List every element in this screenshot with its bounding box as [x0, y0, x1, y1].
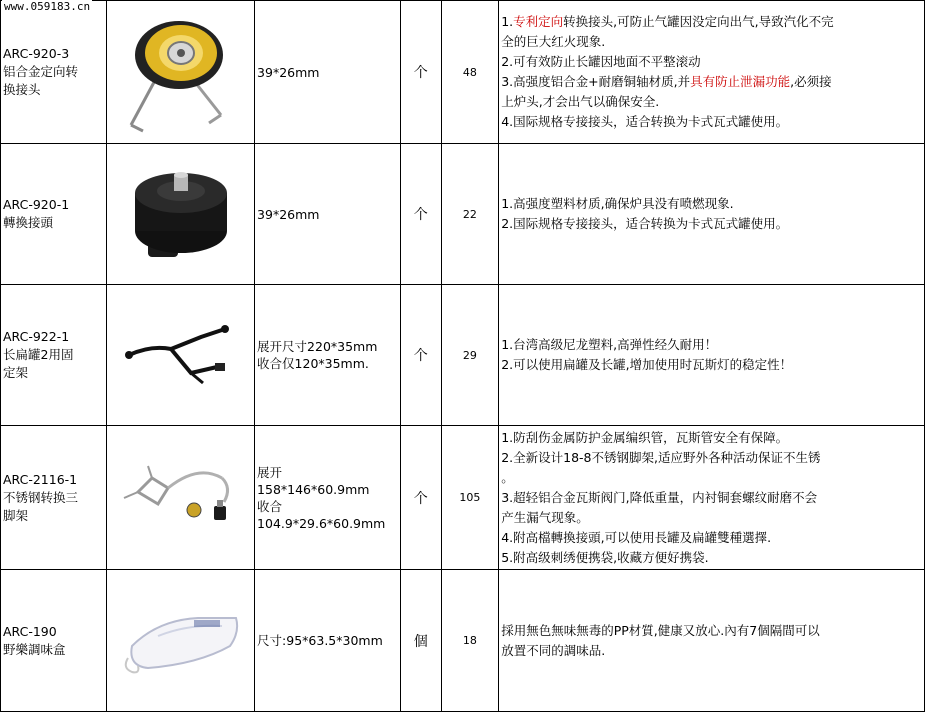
product-name-line: 不锈钢转换三 — [3, 489, 79, 505]
description-line: 上炉头,才会出气以确保安全. — [501, 94, 660, 109]
product-code: ARC-920-1 — [3, 197, 70, 212]
description-line: 2.国际规格专接接头，适合转换为卡式瓦式罐使用。 — [501, 216, 789, 231]
watermark-url: www.059183.cn — [4, 0, 91, 13]
product-code: ARC-2116-1 — [3, 471, 78, 487]
description-line: 3.高强度铝合金+耐磨铜轴材质,并具有防止泄漏功能,必须接 — [501, 74, 832, 89]
spec-line: 104.9*29.6*60.9mm — [257, 515, 386, 531]
product-code-cell — [1, 426, 107, 570]
product-name-line: 轉換接頭 — [3, 215, 54, 230]
description-line: 2.可以使用扁罐及长罐,增加使用时瓦斯灯的稳定性！ — [501, 357, 793, 372]
quantity-cell: 105 — [441, 426, 499, 570]
product-image-cell — [107, 144, 255, 285]
description-line: 全的巨大红火现象. — [501, 34, 606, 49]
description-line: 1.专利定向转换接头,可防止气罐因没定向出气,导致汽化不完 — [501, 14, 834, 29]
product-image-cell — [107, 570, 255, 712]
spec-line: 展开尺寸220*35mm — [257, 339, 378, 354]
description-line: 1.高强度塑料材质,确保炉具没有喷燃现象. — [501, 196, 734, 211]
table-row — [1, 426, 925, 570]
spec-line: 收合 — [257, 498, 283, 514]
unit-cell: 个 — [400, 285, 441, 426]
spec-line: 158*146*60.9mm — [257, 481, 370, 497]
description-cell — [499, 426, 925, 570]
description-cell — [499, 285, 925, 426]
spec-cell — [255, 285, 401, 426]
spec-line: 尺寸:95*63.5*30mm — [257, 633, 383, 648]
spec-cell — [255, 570, 401, 712]
product-name-line: 铝合金定向转 — [3, 64, 79, 79]
quantity-cell: 29 — [441, 285, 499, 426]
gold-adapter-photo — [121, 7, 241, 137]
product-code-cell — [1, 570, 107, 712]
description-line: 1.台湾高级尼龙塑料,高弹性经久耐用！ — [501, 337, 718, 352]
description-cell — [499, 144, 925, 285]
product-image-cell — [107, 285, 255, 426]
product-name-line: 野樂調味盒 — [3, 641, 66, 657]
product-name-line: 换接头 — [3, 82, 41, 97]
quantity-cell: 22 — [441, 144, 499, 285]
description-line: 产生漏气现象。 — [501, 509, 589, 525]
description-line: 1.防刮伤金属防护金属编织管，瓦斯管安全有保障。 — [501, 429, 789, 445]
description-cell — [499, 570, 925, 712]
unit-cell: 个 — [400, 426, 441, 570]
description-line: 採用無色無味無毒的PP材質,健康又放心.內有7個隔間可以 — [501, 622, 820, 638]
table-row — [1, 285, 925, 426]
spec-line: 39*26mm — [257, 206, 320, 222]
table-row — [1, 144, 925, 285]
description-cell — [499, 1, 925, 144]
spec-line: 39*26mm — [257, 64, 320, 80]
product-image-cell — [107, 426, 255, 570]
product-name-line: 定架 — [3, 365, 29, 380]
description-line: 。 — [501, 469, 514, 485]
black-adapter-photo — [126, 159, 236, 269]
table-row — [1, 1, 925, 144]
spice-box-photo — [118, 606, 243, 676]
quantity-cell: 48 — [441, 1, 499, 144]
spec-cell — [255, 1, 401, 144]
description-line: 4.国际规格专接接头，适合转换为卡式瓦式罐使用。 — [501, 114, 789, 129]
product-name-line: 脚架 — [3, 507, 29, 523]
unit-cell: 個 — [400, 570, 441, 712]
product-code: ARC-190 — [3, 623, 57, 639]
canister-stand-photo — [121, 315, 241, 395]
tripod-hose-photo — [118, 458, 243, 538]
product-code-cell — [1, 144, 107, 285]
spec-cell — [255, 144, 401, 285]
unit-cell: 个 — [400, 1, 441, 144]
spec-cell — [255, 426, 401, 570]
table-row — [1, 570, 925, 712]
product-name-line: 长扁罐2用固 — [3, 347, 74, 362]
product-code-cell — [1, 1, 107, 144]
description-line: 3.超轻铝合金瓦斯阀门,降低重量，内衬铜套螺纹耐磨不会 — [501, 489, 818, 505]
product-code: ARC-922-1 — [3, 329, 70, 344]
description-line: 4.附高檔轉換接頭,可以使用長罐及扁罐雙種選擇. — [501, 529, 772, 545]
product-image-cell — [107, 1, 255, 144]
description-line: 2.全新设计18-8不锈钢脚架,适应野外各种活动保证不生锈 — [501, 449, 821, 465]
product-code-cell — [1, 285, 107, 426]
product-code: ARC-920-3 — [3, 46, 70, 61]
description-line: 5.附高级刺绣便携袋,收藏方便好携袋. — [501, 549, 709, 565]
description-line: 2.可有效防止长罐因地面不平整滚动 — [501, 54, 701, 69]
unit-cell: 个 — [400, 144, 441, 285]
quantity-cell: 18 — [441, 570, 499, 712]
description-line: 放置不同的調味品. — [501, 642, 606, 658]
spec-line: 收合仅120*35mm. — [257, 356, 369, 371]
spec-line: 展开 — [257, 464, 283, 480]
